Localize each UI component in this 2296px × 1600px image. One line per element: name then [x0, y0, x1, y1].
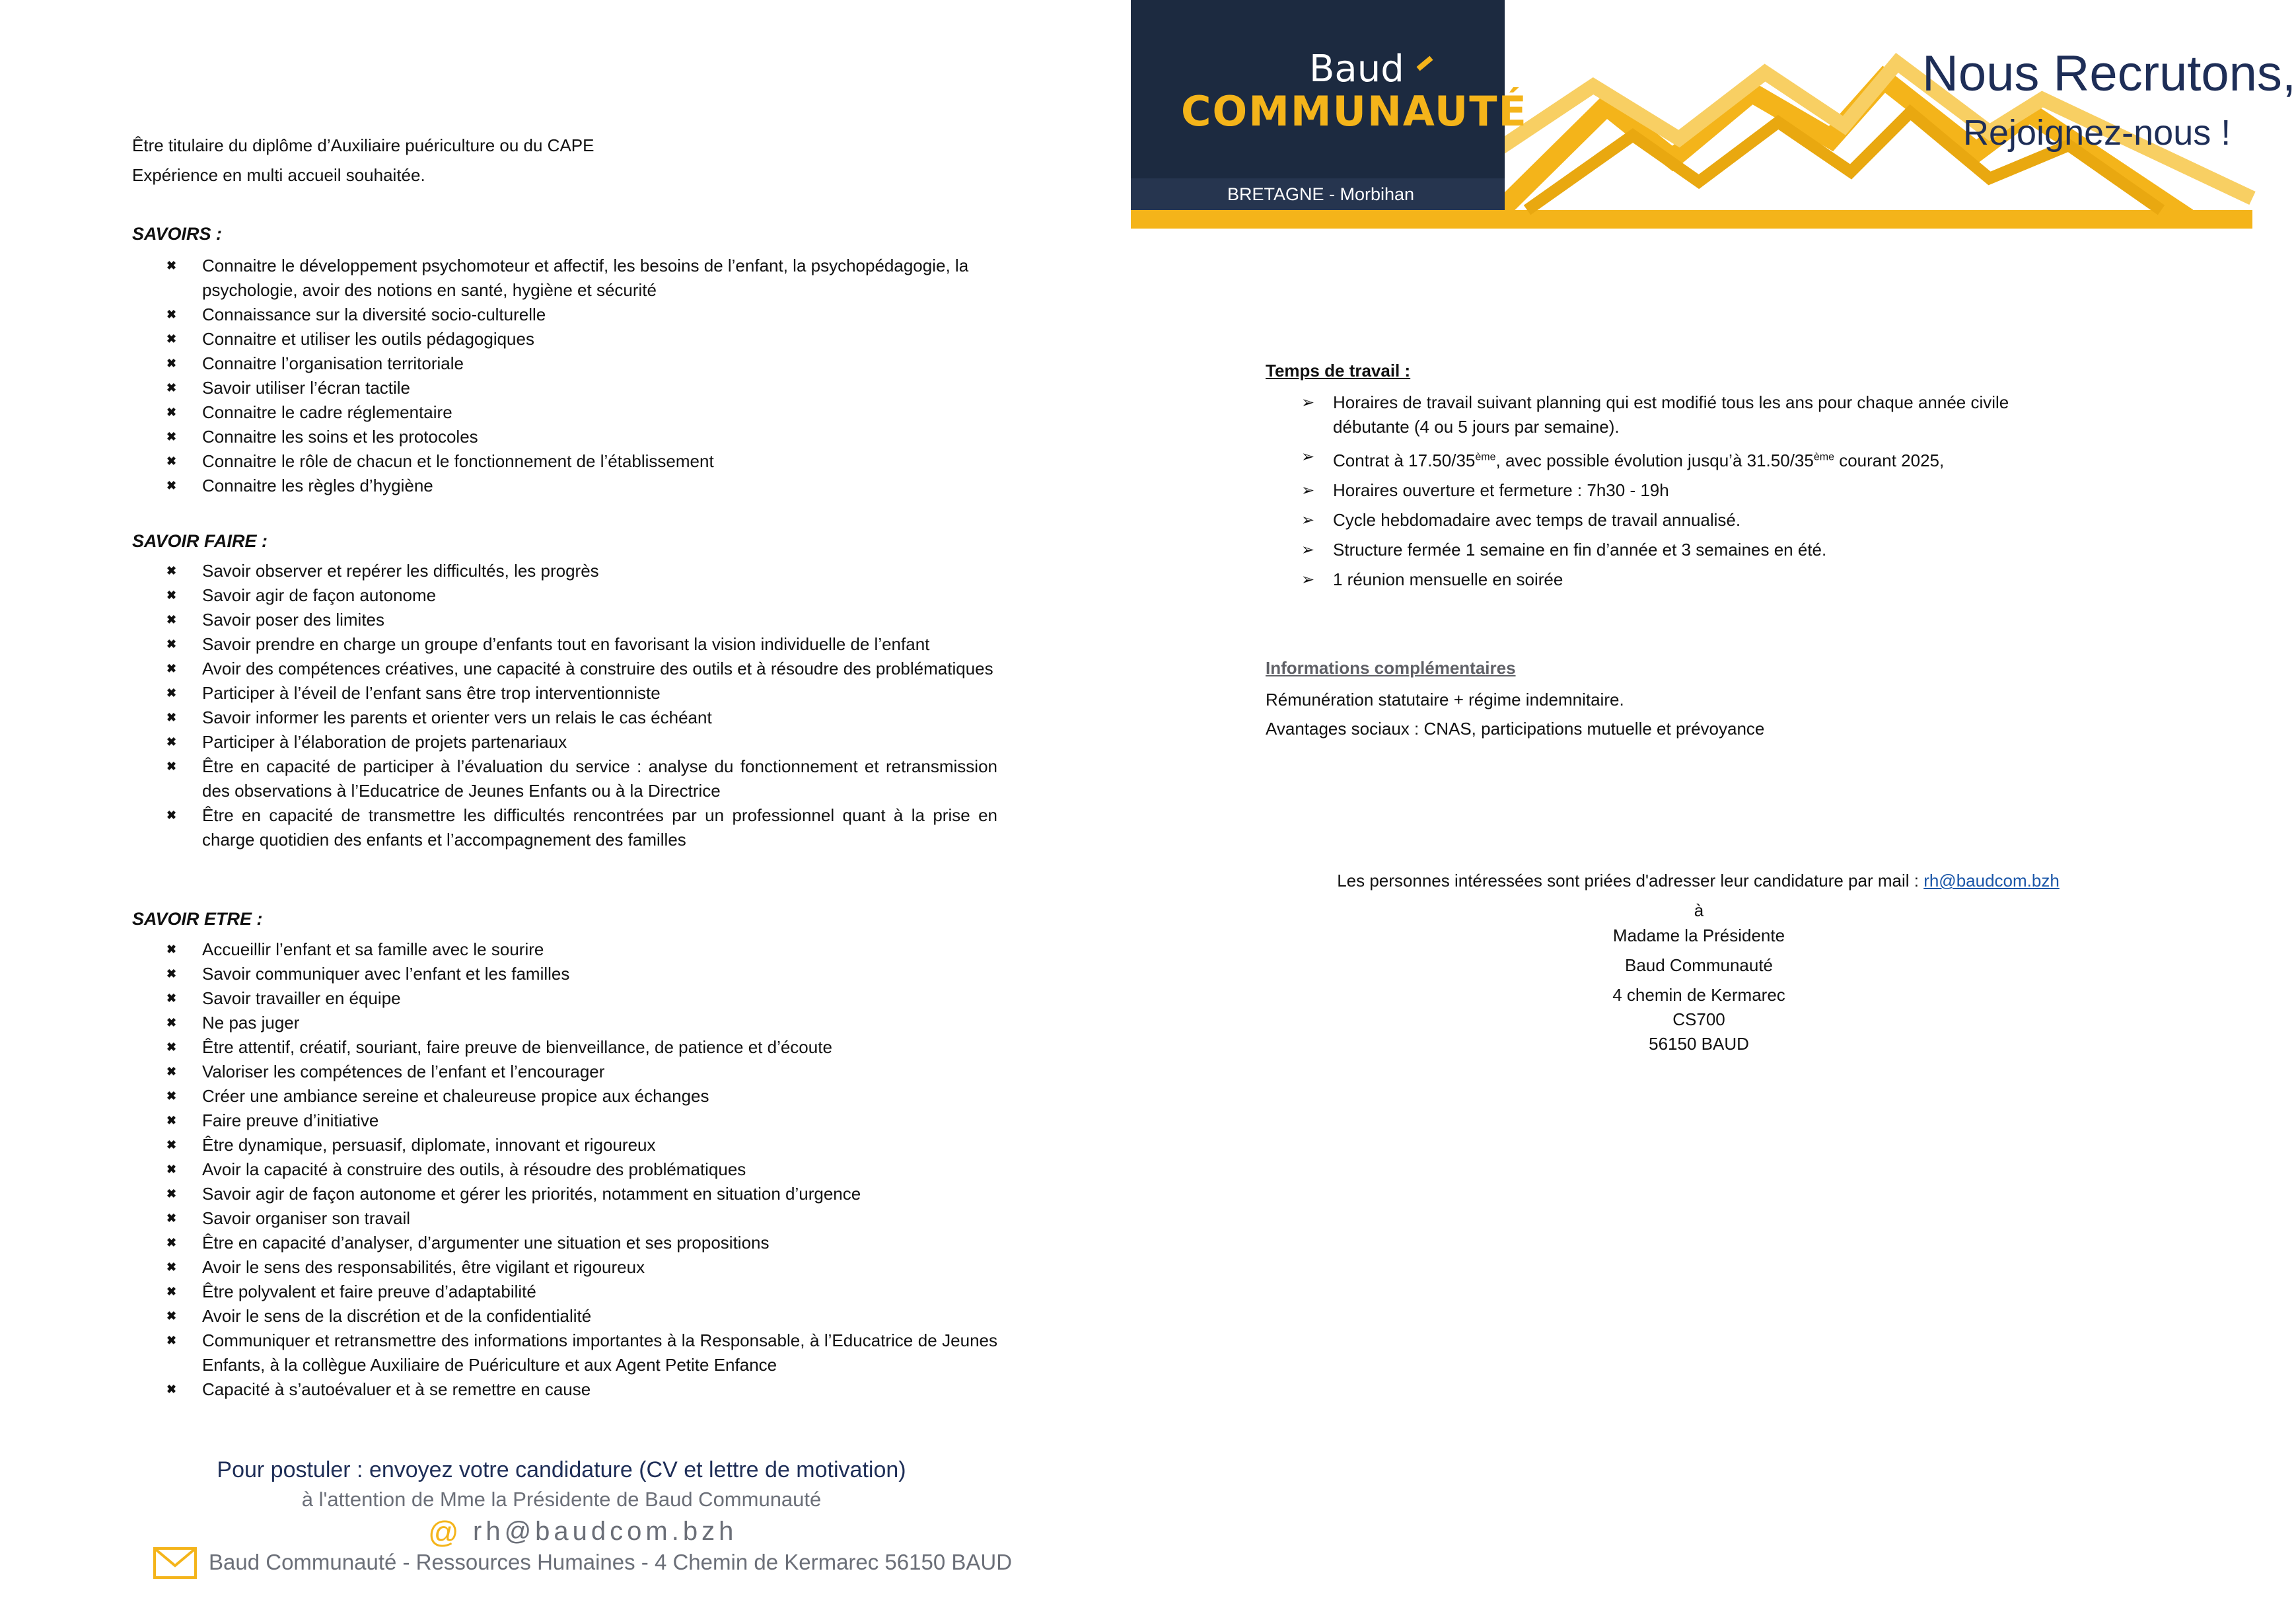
list-item	[132, 1206, 997, 1231]
cross-bullet-icon: ✖	[166, 332, 177, 345]
intro-diploma: Être titulaire du diplôme d’Auxiliaire puériculture ou du CAPE	[132, 135, 594, 155]
cross-bullet-icon: ✖	[166, 1138, 177, 1151]
cross-bullet-icon: ✖	[166, 735, 177, 748]
cross-bullet-icon: ✖	[166, 809, 177, 822]
list-item-text: Structure fermée 1 semaine en fin d’année et 3 semaines en été.	[1333, 539, 1827, 560]
infos-remuneration: Rémunération statutaire + régime indemnitaire.	[1266, 690, 1624, 709]
envelope-icon	[153, 1547, 197, 1582]
cross-bullet-icon: ✖	[166, 967, 177, 980]
list-item	[1266, 478, 2065, 503]
cross-bullet-icon: ✖	[166, 1236, 177, 1249]
at-icon: @	[428, 1515, 459, 1549]
list-item	[132, 449, 997, 474]
list-item-text: Connaitre l’organisation territoriale	[202, 353, 464, 373]
list-item	[132, 1133, 997, 1157]
temps-heading: Temps de travail :	[1266, 361, 1411, 381]
list-item-text: Participer à l’élaboration de projets partenariaux	[202, 732, 567, 752]
cross-bullet-icon: ✖	[166, 1285, 177, 1298]
list-item-text: Connaitre et utiliser les outils pédagogiques	[202, 329, 534, 349]
list-item	[132, 803, 997, 852]
cross-bullet-icon: ✖	[166, 1114, 177, 1127]
list-item-text: Savoir observer et repérer les difficultés, les progrès	[202, 561, 599, 581]
cross-bullet-icon: ✖	[166, 564, 177, 577]
list-item-text	[1333, 451, 1944, 470]
cross-bullet-icon: ✖	[166, 381, 177, 394]
temps-list	[1266, 390, 2065, 597]
list-item-text: Être en capacité de transmettre les difficultés rencontrées par un professionnel quant à la prise en charge quotidien des enfants et l’accompagnement des familles	[202, 805, 997, 850]
list-item	[132, 632, 997, 657]
cross-bullet-icon: ✖	[166, 1334, 177, 1347]
candidature-email-link[interactable]: rh@baudcom.bzh	[1923, 871, 2060, 891]
superscript: ème	[1475, 451, 1496, 462]
cross-bullet-icon: ✖	[166, 686, 177, 700]
list-item	[1266, 567, 2065, 592]
savoir-faire-list	[132, 559, 997, 852]
list-item	[1266, 538, 2065, 562]
arrow-bullet-icon: ➢	[1301, 448, 1315, 466]
list-item	[132, 1011, 997, 1035]
list-item-text: Connaitre le développement psychomoteur et affectif, les besoins de l’enfant, la psychopédagogie, la psychologie, avoir des notions en santé, hygiène et sécurité	[202, 256, 969, 300]
list-item	[132, 559, 997, 583]
savoirs-heading: SAVOIRS :	[132, 224, 223, 244]
list-item	[1266, 508, 2065, 532]
list-item	[132, 608, 997, 632]
list-item-text: Avoir la capacité à construire des outils, à résoudre des problématiques	[202, 1159, 746, 1179]
apply-attention: à l'attention de Mme la Présidente de Baud Communauté	[301, 1488, 822, 1511]
footer-address: Baud Communauté - Ressources Humaines - 4 Chemin de Kermarec 56150 BAUD	[209, 1550, 1013, 1574]
list-item	[132, 1060, 997, 1084]
list-item-text: Communiquer et retransmettre des informations importantes à la Responsable, à l’Educatrice de Jeunes Enfants, à la collègue Auxiliaire de Puériculture et aux Agent Petite Enfance	[202, 1330, 997, 1375]
list-item-text: Être dynamique, persuasif, diplomate, innovant et rigoureux	[202, 1135, 656, 1155]
cross-bullet-icon: ✖	[166, 1065, 177, 1078]
list-item	[132, 400, 997, 425]
savoir-faire-heading: SAVOIR FAIRE :	[132, 531, 268, 551]
list-item	[1266, 390, 2065, 439]
cross-bullet-icon: ✖	[166, 259, 177, 272]
page-title: Nous Recrutons,	[1922, 46, 2296, 102]
list-item	[132, 1328, 997, 1377]
cross-bullet-icon: ✖	[166, 357, 177, 370]
cross-bullet-icon: ✖	[166, 760, 177, 773]
contract-text-start: Contrat à 17.50/35	[1333, 450, 1476, 470]
list-item-text: Horaires ouverture et fermeture : 7h30 - 19h	[1333, 480, 1669, 500]
cross-bullet-icon: ✖	[166, 613, 177, 626]
cross-bullet-icon: ✖	[166, 1309, 177, 1323]
cross-bullet-icon: ✖	[166, 308, 177, 321]
list-item-text: Connaitre les règles d’hygiène	[202, 476, 433, 495]
list-item	[132, 351, 997, 376]
list-item	[132, 474, 997, 498]
cross-bullet-icon: ✖	[166, 1260, 177, 1274]
list-item	[132, 706, 997, 730]
list-item	[132, 254, 997, 303]
cross-bullet-icon: ✖	[166, 1187, 177, 1200]
recipient-city: 56150 BAUD	[1649, 1034, 1749, 1054]
list-item-text: Avoir des compétences créatives, une capacité à construire des outils et à résoudre des problématiques	[202, 659, 993, 678]
list-item	[132, 303, 997, 327]
list-item	[132, 730, 997, 754]
cross-bullet-icon: ✖	[166, 992, 177, 1005]
infos-avantages: Avantages sociaux : CNAS, participations mutuelle et prévoyance	[1266, 719, 1765, 739]
list-item-text: Savoir organiser son travail	[202, 1208, 411, 1228]
list-item-text: Valoriser les compétences de l’enfant et l’encourager	[202, 1062, 605, 1081]
logo-baud: Baud	[1309, 48, 1404, 91]
list-item-text: Être en capacité d’analyser, d’argumenter une situation et ses propositions	[202, 1233, 770, 1253]
list-item-text: Savoir poser des limites	[202, 610, 384, 630]
superscript: ème	[1813, 451, 1834, 462]
list-item-text: Savoir agir de façon autonome	[202, 585, 437, 605]
list-item-text: Participer à l’éveil de l’enfant sans être trop interventionniste	[202, 683, 661, 703]
list-item	[132, 657, 997, 681]
cross-bullet-icon: ✖	[166, 1212, 177, 1225]
list-item	[132, 1035, 997, 1060]
list-item	[132, 1084, 997, 1109]
cross-bullet-icon: ✖	[166, 406, 177, 419]
list-item-text: Connaitre les soins et les protocoles	[202, 427, 478, 447]
cross-bullet-icon: ✖	[166, 455, 177, 468]
recipient-street: 4 chemin de Kermarec	[1612, 985, 1785, 1005]
list-item	[132, 425, 997, 449]
region-label: BRETAGNE - Morbihan	[1227, 184, 1415, 204]
list-item	[132, 1280, 997, 1304]
contract-text-mid: , avec possible évolution jusqu’à 31.50/35	[1495, 450, 1814, 470]
list-item-text: Être polyvalent et faire preuve d’adaptabilité	[202, 1282, 536, 1301]
list-item-text: Savoir informer les parents et orienter vers un relais le cas échéant	[202, 708, 712, 727]
arrow-bullet-icon: ➢	[1301, 394, 1315, 412]
list-item-text: Cycle hebdomadaire avec temps de travail annualisé.	[1333, 509, 1741, 530]
logo-communaute: COMMUNAUTÉ	[1181, 87, 1528, 135]
cross-bullet-icon: ✖	[166, 637, 177, 651]
list-item	[132, 986, 997, 1011]
list-item-text: Faire preuve d’initiative	[202, 1110, 379, 1130]
candidature-to: à	[1694, 900, 1704, 920]
list-item-text: Savoir communiquer avec l’enfant et les familles	[202, 964, 570, 984]
list-item	[132, 937, 997, 962]
arrow-bullet-icon: ➢	[1301, 511, 1315, 529]
savoir-etre-list	[132, 937, 997, 1402]
list-item-text: Connaissance sur la diversité socio-culturelle	[202, 305, 546, 324]
list-item-text: Connaitre le cadre réglementaire	[202, 402, 452, 422]
cross-bullet-icon: ✖	[166, 1016, 177, 1029]
list-item-text: Être en capacité de participer à l’évaluation du service : analyse du fonctionnement et retransmission des observations à l’Educatrice de Jeunes Enfants ou à la Directrice	[202, 756, 997, 801]
cross-bullet-icon: ✖	[166, 943, 177, 956]
list-item-text: Savoir agir de façon autonome et gérer les priorités, notamment en situation d’urgence	[202, 1184, 861, 1204]
list-item-text: Savoir prendre en charge un groupe d’enfants tout en favorisant la vision individuelle de l’enfant	[202, 634, 930, 654]
cross-bullet-icon: ✖	[166, 430, 177, 443]
recipient-name: Madame la Présidente	[1612, 926, 1785, 945]
list-item	[132, 1182, 997, 1206]
contract-text-end: courant 2025,	[1834, 450, 1945, 470]
list-item-text: Être attentif, créatif, souriant, faire preuve de bienveillance, de patience et d’écoute	[202, 1037, 832, 1057]
list-item	[132, 327, 997, 351]
infos-heading: Informations complémentaires	[1266, 658, 1516, 678]
list-item	[1266, 445, 2065, 473]
list-item	[132, 681, 997, 706]
candidature-line	[1266, 869, 2131, 893]
list-item	[132, 1231, 997, 1255]
header-banner	[1131, 0, 2296, 231]
recipient-org: Baud Communauté	[1624, 955, 1774, 975]
list-item-text: Capacité à s’autoévaluer et à se remettre en cause	[202, 1379, 591, 1399]
list-item-text: Connaitre le rôle de chacun et le fonctionnement de l’établissement	[202, 451, 714, 471]
list-item	[132, 754, 997, 803]
list-item-text: Horaires de travail suivant planning qui est modifié tous les ans pour chaque année civile débutante (4 ou 5 jours par semaine).	[1333, 392, 2009, 437]
cross-bullet-icon: ✖	[166, 1383, 177, 1396]
logo-panel	[1131, 0, 1528, 210]
cross-bullet-icon: ✖	[166, 479, 177, 492]
list-item-text: Accueillir l’enfant et sa famille avec le sourire	[202, 939, 544, 959]
arrow-bullet-icon: ➢	[1301, 570, 1315, 589]
recipient-cs: CS700	[1672, 1009, 1725, 1029]
footer-email[interactable]: rh@baudcom.bzh	[473, 1517, 738, 1546]
list-item	[132, 1377, 997, 1402]
list-item	[132, 1304, 997, 1328]
list-item	[132, 583, 997, 608]
list-item-text: Ne pas juger	[202, 1013, 300, 1033]
apply-line: Pour postuler : envoyez votre candidature (CV et lettre de motivation)	[217, 1457, 906, 1482]
arrow-bullet-icon: ➢	[1301, 540, 1315, 559]
intro-experience: Expérience en multi accueil souhaitée.	[132, 165, 425, 185]
candidature-intro: Les personnes intéressées sont priées d'adresser leur candidature par mail :	[1337, 871, 1924, 891]
list-item	[132, 1157, 997, 1182]
list-item	[132, 1255, 997, 1280]
logo-accent	[1416, 56, 1433, 71]
list-item-text: Savoir travailler en équipe	[202, 988, 401, 1008]
savoirs-list	[132, 254, 997, 498]
cross-bullet-icon: ✖	[166, 711, 177, 724]
arrow-bullet-icon: ➢	[1301, 481, 1315, 499]
list-item	[132, 962, 997, 986]
page-subtitle: Rejoignez-nous !	[1963, 113, 2231, 153]
list-item-text: 1 réunion mensuelle en soirée	[1333, 569, 1563, 589]
list-item	[132, 376, 997, 400]
list-item-text: Créer une ambiance sereine et chaleureuse propice aux échanges	[202, 1086, 709, 1106]
cross-bullet-icon: ✖	[166, 662, 177, 675]
cross-bullet-icon: ✖	[166, 589, 177, 602]
list-item-text: Savoir utiliser l’écran tactile	[202, 378, 411, 398]
list-item	[132, 1109, 997, 1133]
cross-bullet-icon: ✖	[166, 1163, 177, 1176]
list-item-text: Avoir le sens de la discrétion et de la confidentialité	[202, 1306, 592, 1326]
cross-bullet-icon: ✖	[166, 1089, 177, 1103]
list-item-text: Avoir le sens des responsabilités, être vigilant et rigoureux	[202, 1257, 645, 1277]
cross-bullet-icon: ✖	[166, 1040, 177, 1054]
savoir-etre-heading: SAVOIR ETRE :	[132, 909, 263, 929]
